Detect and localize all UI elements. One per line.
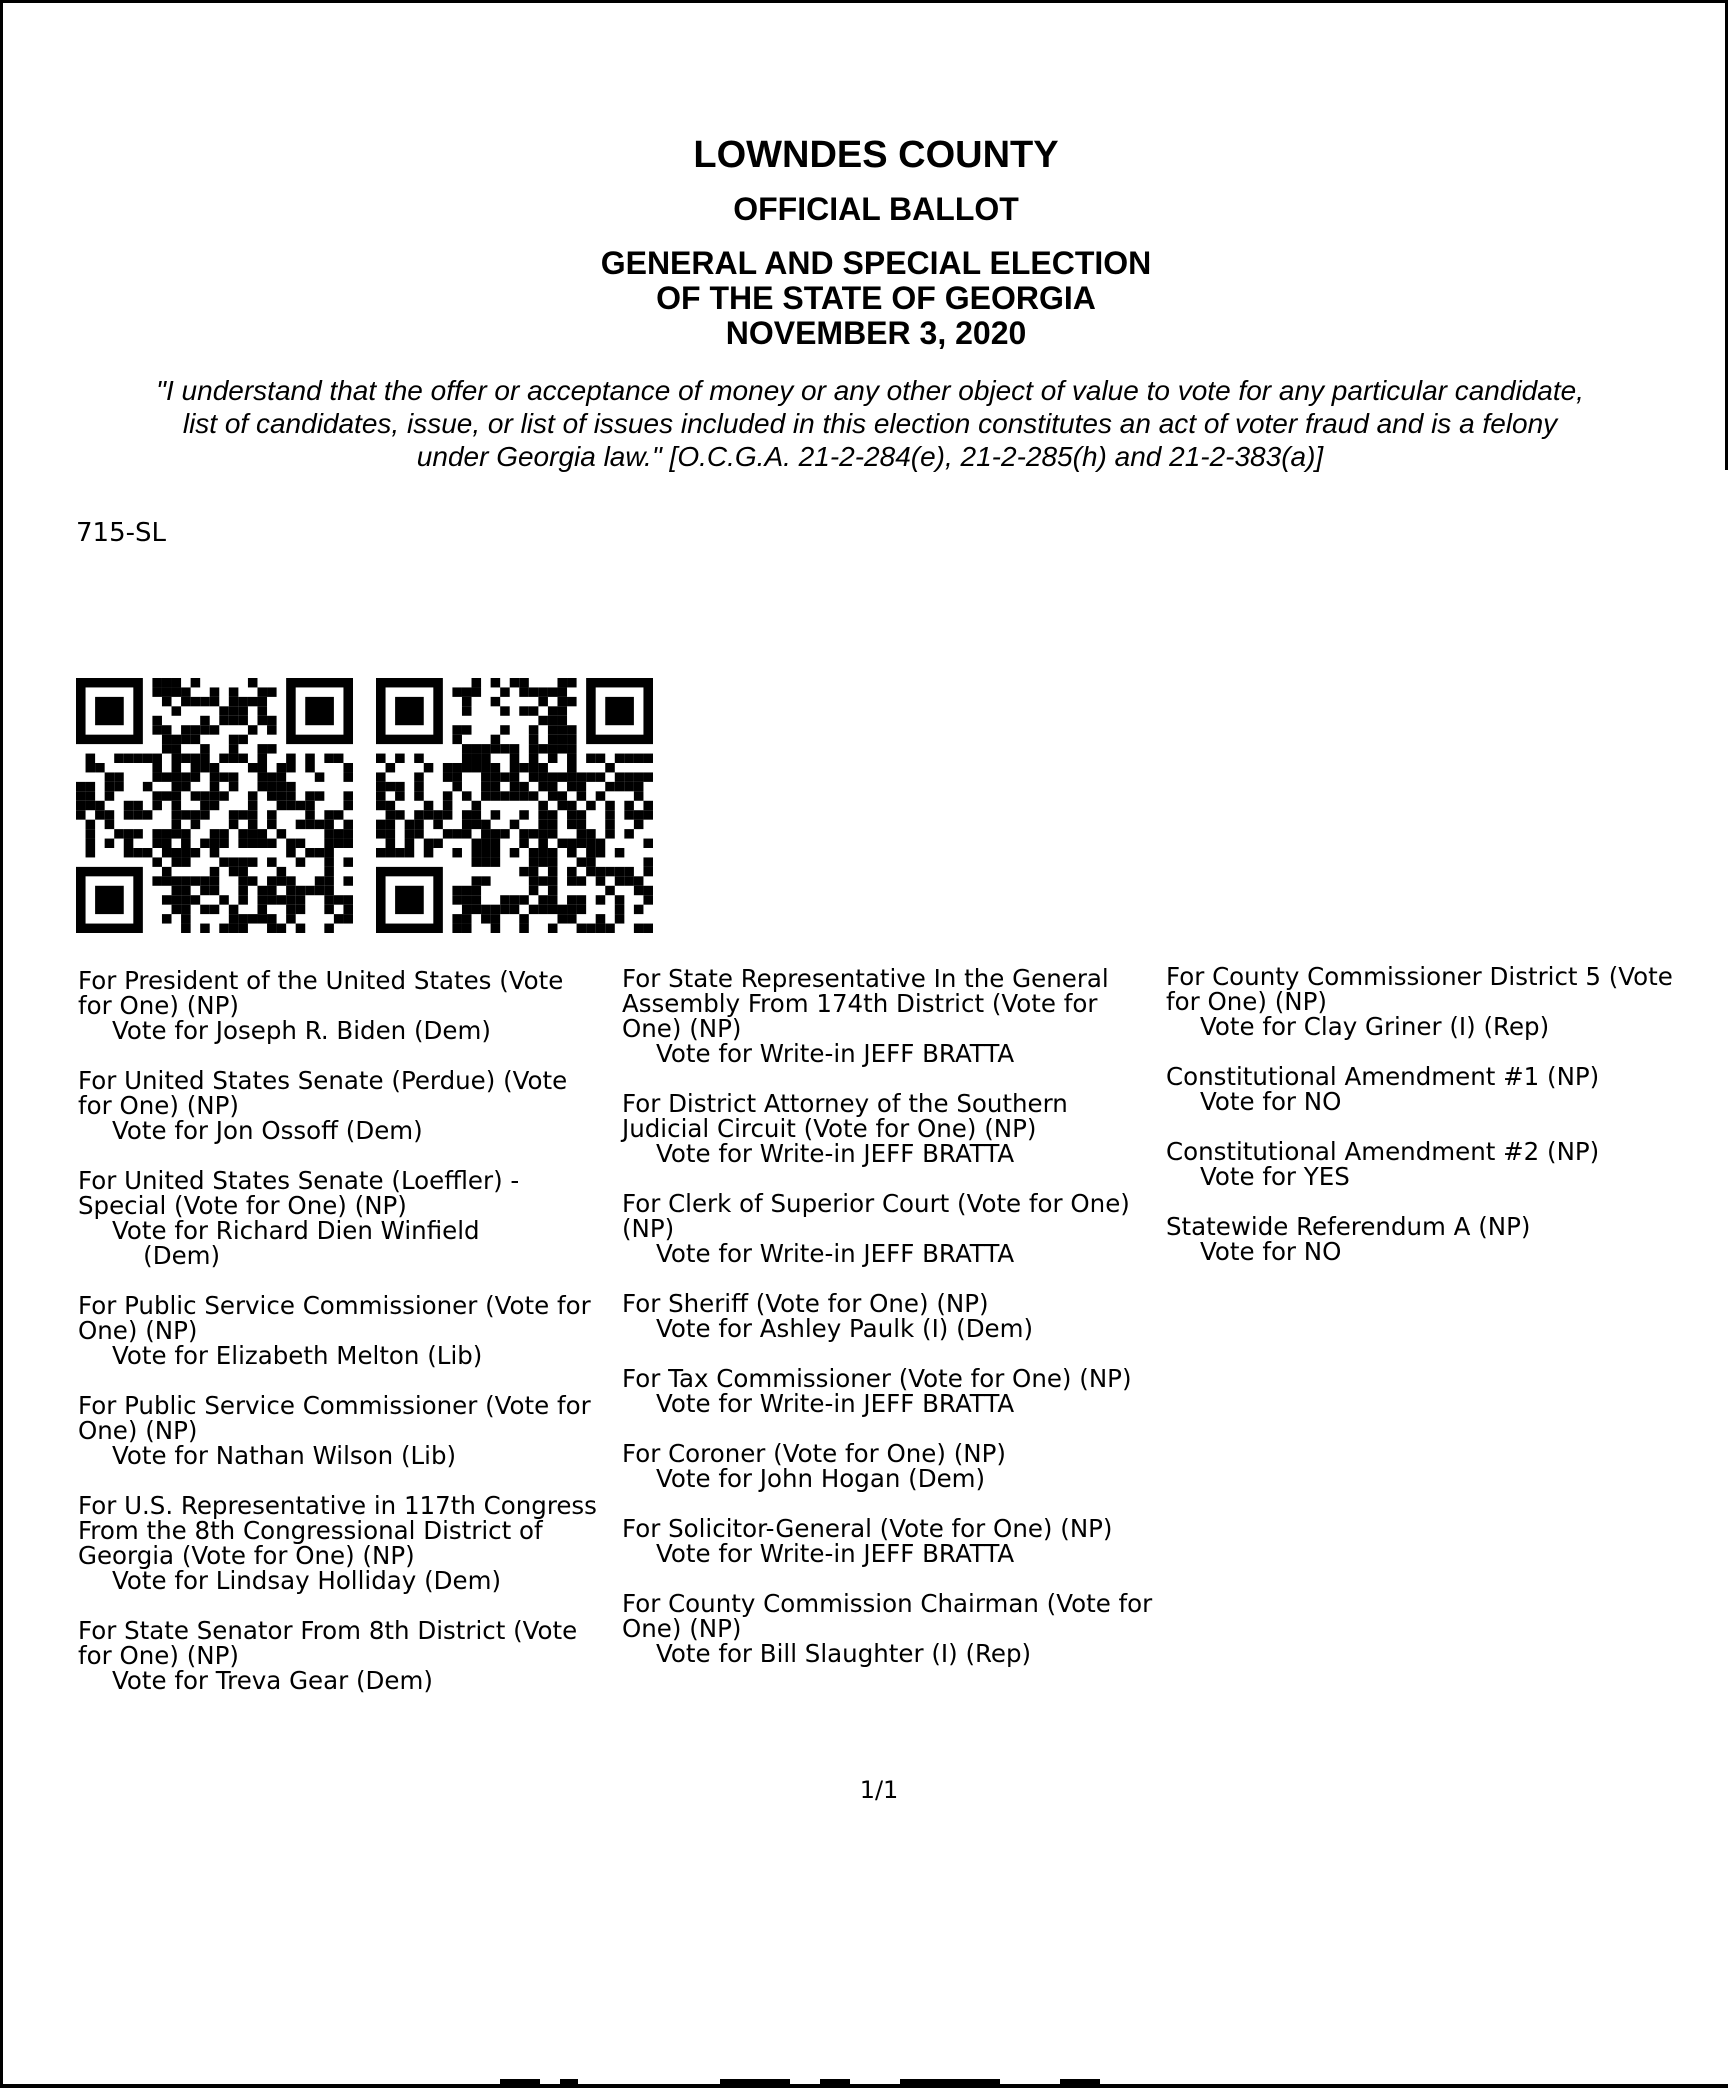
contest-item bbox=[78, 1168, 598, 1268]
contest-selection: Vote for YES bbox=[1200, 1162, 1350, 1191]
contest-selection: Vote for Write-in JEFF BRATTA bbox=[656, 1389, 1015, 1418]
contest-item bbox=[622, 1441, 1162, 1491]
contest-title: For County Commissioner District 5 (Vote bbox=[1166, 964, 1673, 991]
contest-selection: Vote for Write-in JEFF BRATTA bbox=[656, 1139, 1015, 1168]
contest-item bbox=[1166, 1064, 1678, 1114]
contest-selection: Vote for Write-in JEFF BRATTA bbox=[656, 1539, 1015, 1568]
contest-title: Constitutional Amendment #1 (NP) bbox=[1166, 1062, 1600, 1091]
qr-code-graphic bbox=[376, 678, 653, 933]
ballot-column-2 bbox=[622, 966, 1162, 1691]
contest-title-continued: for One) (NP) bbox=[1166, 987, 1327, 1016]
contest-selection: Vote for Nathan Wilson (Lib) bbox=[112, 1441, 457, 1470]
qr-code-icon bbox=[376, 678, 653, 933]
voter-fraud-statement bbox=[70, 374, 1670, 473]
contest-selection: Vote for NO bbox=[1200, 1237, 1342, 1266]
contest-selection: Vote for Lindsay Holliday (Dem) bbox=[112, 1566, 501, 1595]
contest-title: For County Commission Chairman (Vote for One) (NP) bbox=[622, 1589, 1153, 1643]
contest-title: For Public Service Commissioner (Vote for One) (NP) bbox=[78, 1391, 591, 1445]
contest-selection: Vote for Joseph R. Biden (Dem) bbox=[112, 1016, 491, 1045]
contest-selection: Vote for John Hogan (Dem) bbox=[656, 1464, 986, 1493]
footer-scan-marks bbox=[500, 2079, 1500, 2084]
qr-code-graphic bbox=[76, 678, 353, 933]
county-title: LOWNDES COUNTY bbox=[693, 134, 1059, 176]
contest-selection: Vote for Clay Griner (I) (Rep) bbox=[1200, 1012, 1550, 1041]
page-number: 1/1 bbox=[859, 1776, 899, 1804]
contest-item bbox=[622, 1191, 1162, 1266]
oath-line: "I understand that the offer or acceptance of money or any other object of value to vote for any particular candidate, bbox=[156, 375, 1584, 406]
contest-title: For State Representative In the General Assembly From 174th District (Vote for One) (NP) bbox=[622, 964, 1109, 1043]
contest-item bbox=[1166, 1139, 1678, 1189]
contest-item bbox=[78, 1293, 598, 1368]
contest-item bbox=[622, 1591, 1162, 1666]
contest-title: For Tax Commissioner (Vote for One) (NP) bbox=[622, 1364, 1132, 1393]
election-date: NOVEMBER 3, 2020 bbox=[725, 315, 1027, 351]
contest-item bbox=[78, 968, 598, 1043]
page-border-top bbox=[0, 0, 1728, 3]
contest-item bbox=[622, 966, 1162, 1066]
contest-item bbox=[622, 1291, 1162, 1341]
contest-title: For U.S. Representative in 117th Congress From the 8th Congressional District of Georgia (Vote for One) (NP) bbox=[78, 1491, 597, 1570]
contest-title: For United States Senate (Loeffler) - Special (Vote for One) (NP) bbox=[78, 1166, 520, 1220]
ballot-style-code: 715-SL bbox=[76, 518, 166, 548]
ballot-header bbox=[0, 130, 1728, 351]
contest-title: For State Senator From 8th District (Vote for One) (NP) bbox=[78, 1616, 578, 1670]
ballot-column-3 bbox=[1166, 964, 1678, 1289]
contest-selection: Vote for Write-in JEFF BRATTA bbox=[656, 1039, 1015, 1068]
contest-title: For United States Senate (Perdue) (Vote for One) (NP) bbox=[78, 1066, 568, 1120]
qr-code-icon bbox=[76, 678, 353, 933]
contest-title: Statewide Referendum A (NP) bbox=[1166, 1212, 1531, 1241]
oath-line: under Georgia law." [O.C.G.A. 21-2-284(e), 21-2-285(h) and 21-2-383(a)] bbox=[416, 441, 1324, 472]
contest-item bbox=[622, 1516, 1162, 1566]
election-title-line1: GENERAL AND SPECIAL ELECTION bbox=[600, 245, 1152, 281]
contest-item bbox=[78, 1618, 598, 1693]
contest-selection: Vote for Write-in JEFF BRATTA bbox=[656, 1239, 1015, 1268]
contest-title: For Solicitor-General (Vote for One) (NP) bbox=[622, 1514, 1113, 1543]
election-title-line2: OF THE STATE OF GEORGIA bbox=[656, 280, 1096, 316]
contest-item bbox=[78, 1393, 598, 1468]
contest-selection: Vote for NO bbox=[1200, 1087, 1342, 1116]
oath-line: list of candidates, issue, or list of issues included in this election constitutes an act of voter fraud and is a felony bbox=[182, 408, 1558, 439]
contest-item bbox=[1166, 964, 1678, 1039]
ballot-column-1 bbox=[78, 968, 598, 1718]
page-border-bottom bbox=[0, 2084, 1728, 2088]
contest-title: For Sheriff (Vote for One) (NP) bbox=[622, 1289, 989, 1318]
ballot-type-title: OFFICIAL BALLOT bbox=[733, 191, 1019, 227]
contest-title: Constitutional Amendment #2 (NP) bbox=[1166, 1137, 1600, 1166]
contest-item bbox=[1166, 1214, 1678, 1264]
contest-selection: Vote for Jon Ossoff (Dem) bbox=[112, 1116, 423, 1145]
contest-title: For Coroner (Vote for One) (NP) bbox=[622, 1439, 1006, 1468]
contest-title: For District Attorney of the Southern Judicial Circuit (Vote for One) (NP) bbox=[622, 1089, 1068, 1143]
contest-title: For Clerk of Superior Court (Vote for One) (NP) bbox=[622, 1189, 1130, 1243]
contest-selection: Vote for Treva Gear (Dem) bbox=[112, 1666, 433, 1695]
contest-item bbox=[622, 1091, 1162, 1166]
contest-title: For President of the United States (Vote for One) (NP) bbox=[78, 966, 564, 1020]
contest-item bbox=[78, 1493, 598, 1593]
contest-item bbox=[622, 1366, 1162, 1416]
contest-item bbox=[78, 1068, 598, 1143]
contest-selection: Vote for Richard Dien Winfield (Dem) bbox=[112, 1216, 480, 1270]
contest-title: For Public Service Commissioner (Vote for One) (NP) bbox=[78, 1291, 591, 1345]
contest-selection: Vote for Elizabeth Melton (Lib) bbox=[112, 1341, 483, 1370]
contest-selection: Vote for Bill Slaughter (I) (Rep) bbox=[656, 1639, 1032, 1668]
contest-selection: Vote for Ashley Paulk (I) (Dem) bbox=[656, 1314, 1034, 1343]
